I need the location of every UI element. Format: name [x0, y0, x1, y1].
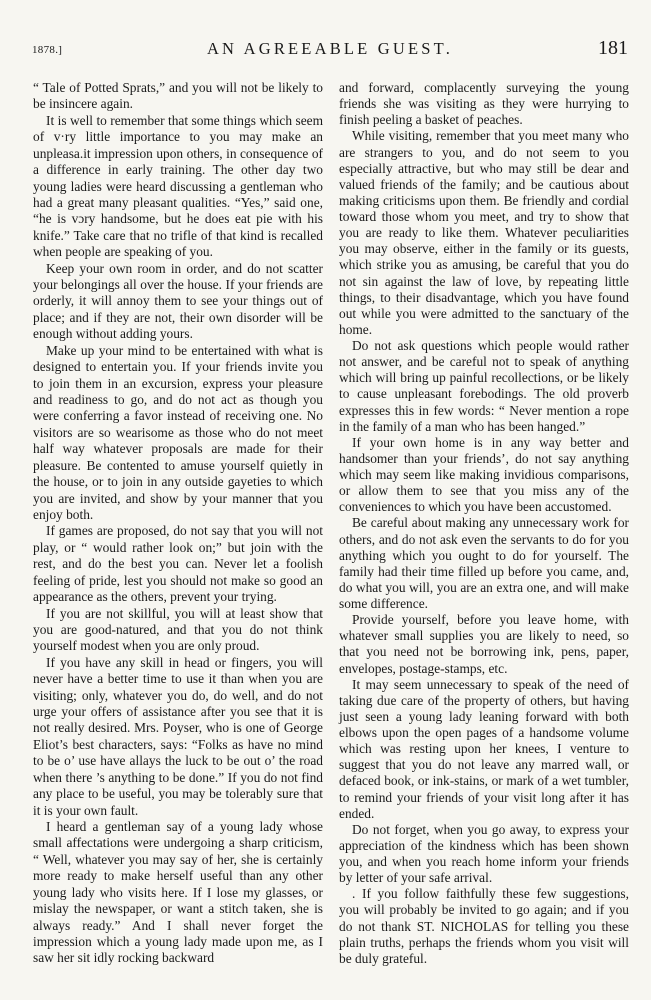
paragraph: Be careful about making any unnecessary work for others, and do not ask even the servants to do for you anything which you ought to do for yourself. The family had their time filled up before you came, and, do what you will, you are an extra one, and will make some difference.	[339, 515, 629, 611]
paragraph: Do not forget, when you go away, to express your appreciation of the kindness which has been shown you, and when you reach home inform your friends by letter of your safe arrival.	[339, 821, 629, 886]
paragraph: If games are proposed, do not say that you will not play, or “ would rather look on;” but join with the rest, and do the best you can. Never let a foolish feeling of pride, lest you should not make so good an appearance as the others, prevent your trying.	[33, 523, 323, 605]
paragraph: While visiting, remember that you meet many who are strangers to you, and do not seem to you especially attractive, but who may still be dear and valued friends of the family; and be cautious about making criticisms upon them. Be friendly and cordial toward those whom you meet, and try to show that you are ready to like them. Whatever peculiarities you may observe, either in the family or its guests, which strike you as amusing, be careful that you do not sin against the law of love, by repeating little things, to their disadvantage, which you have found out while you were admitted to the sanctuary of the home.	[339, 128, 629, 337]
paragraph: It may seem unnecessary to speak of the need of taking due care of the property of others, but having just seen a young lady leaning forward with both elbows upon the open pages of a handsome volume which was resting upon her knees, I venture to suggest that you do not leave any marred wall, or defaced book, or ink-stains, or mark of a wet tumbler, to remind your friends of your visit long after it has ended.	[339, 676, 629, 821]
paragraph: Provide yourself, before you leave home, with whatever small supplies you are likely to need, so that you need not be borrowing ink, pens, paper, envelopes, postage-stamps, etc.	[339, 612, 629, 676]
paragraph: If you are not skillful, you will at least show that you are good-natured, and that you do not think yourself modest when you are only proud.	[33, 605, 323, 654]
paragraph: Make up your mind to be entertained with what is designed to entertain you. If your friends invite you to join them in an excursion, express your pleasure and readiness to go, and do not act as though you were conferring a favor instead of receiving one. No visitors are so wearisome as those who do not meet half way whatever proposals are made for their pleasure. Be contented to amuse yourself quietly in the house, or to join in any outside gayeties to which you are invited, and show by your manner that you enjoy both.	[33, 342, 323, 522]
paragraph: If your own home is in any way better and handsomer than your friends’, do not say anything which may seem like making invidious comparisons, or allow them to see that you miss any of the conveniences to which you have been accustomed.	[339, 434, 629, 515]
right-column	[339, 80, 629, 967]
paragraph: Do not ask questions which people would rather not answer, and be careful not to speak of anything which will bring up painful recollections, or be likely to cause unpleasant forebodings. The old proverb expresses this in few words: “ Never mention a rope in the family of a man who has been hanged.”	[339, 338, 629, 434]
header-date: 1878.]	[32, 44, 63, 56]
paragraph: “ Tale of Potted Sprats,” and you will not be likely to be insincere again.	[33, 80, 323, 112]
running-title: AN AGREEABLE GUEST.	[206, 39, 454, 58]
paragraph: I heard a gentleman say of a young lady whose small affectations were undergoing a sharp criticism, “ Well, whatever you may say of her, she is certainly more ready to make herself useful than any other young lady who visits here. If I lose my glasses, or mislay the newspaper, or want a stitch taken, she is always ready.” And I shall never forget the impression which a young lady made upon me, as I saw her sit idly rocking backward	[33, 818, 323, 966]
page-number: 181	[598, 37, 628, 59]
left-column	[33, 80, 323, 967]
running-header	[32, 36, 628, 66]
paragraph: . If you follow faithfully these few suggestions, you will probably be invited to go again; and if you do not thank ST. NICHOLAS for telling you these plain truths, perhaps the friends whom you visit will be duly grateful.	[339, 886, 629, 966]
paragraph: It is well to remember that some things which seem of v·ry little importance to you may make an unpleasa.it impression upon others, in consequence of a difference in early training. The other day two young ladies were heard discussing a gentleman who had a great many pleasant qualities. “Yes,” said one, “he is vɔry handsome, but he does eat pie with his knife.” Take care that no trifle of that kind is recalled when people are speaking of you.	[33, 112, 323, 260]
paragraph: and forward, complacently surveying the young friends she was visiting as they were hurrying to finish peeling a basket of peaches.	[339, 80, 629, 128]
paragraph: Keep your own room in order, and do not scatter your belongings all over the house. If your friends are orderly, it will annoy them to see your things out of place; and if they are not, their own disorder will be enough without adding yours.	[33, 260, 323, 342]
paragraph: If you have any skill in head or fingers, you will never have a better time to use it than when you are visiting; only, whatever you do, do well, and do not urge your offers of assistance after you see that it is not really desired. Mrs. Poyser, who is one of George Eliot’s best characters, says: “Folks as have no mind to be o’ use have allays the luck to be out o’ the road when there ’s anything to be done.” If you do not find any place to be useful, you may be tolerably sure that it is your own fault.	[33, 654, 323, 818]
